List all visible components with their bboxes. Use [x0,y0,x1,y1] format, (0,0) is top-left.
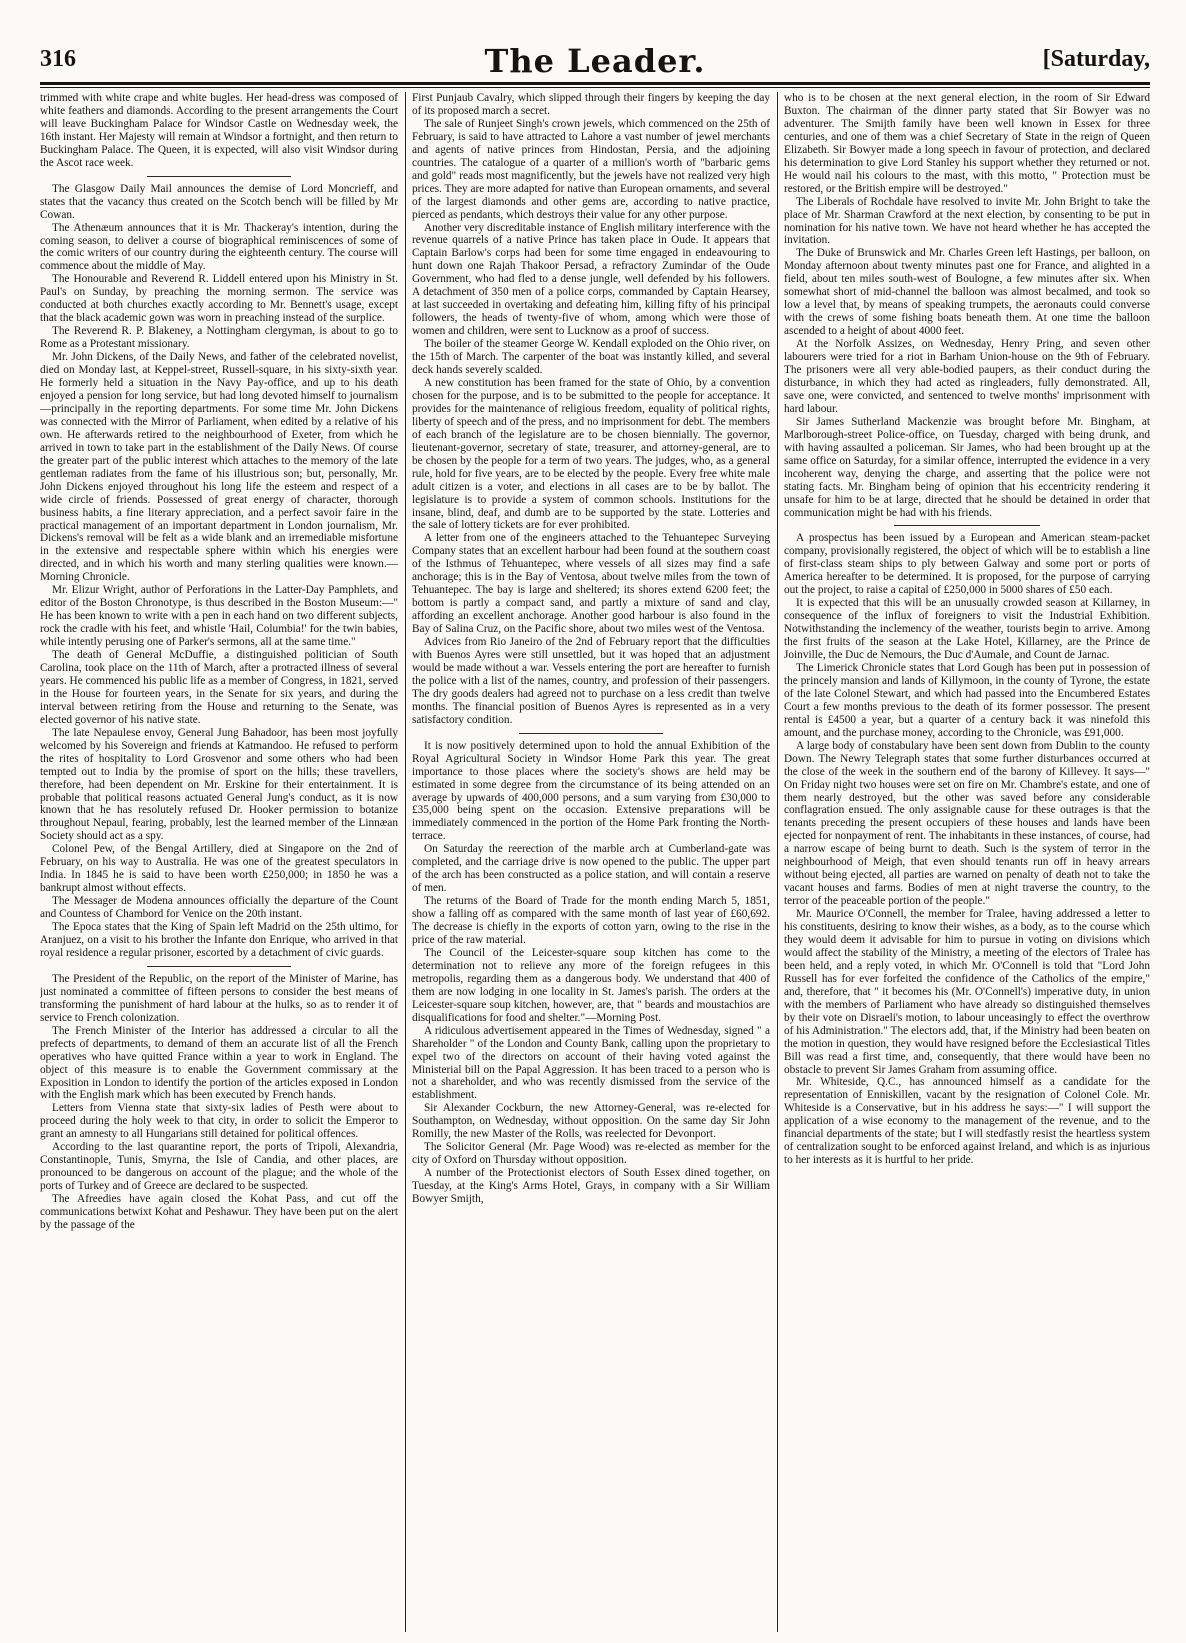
article-paragraph: A letter from one of the engineers attached to the Tehuantepec Surveying Company states that an excellent harbour had been found at the southern coast of the Isthmus of Tehuantepec, where vessels of all sizes may find a safe anchorage; this is in the Bay of Ventosa, about twelve miles from the town of Tehuantepec. The bay is large and sheltered; its shores extend 6200 feet; the bottom is partly a compact sand, and partly a mixture of sand and clay, affording an excellent anchorage. Another good harbour is also found in the Bay of Salina Cruz, on the Pacific shore, about two miles west of the Ventosa. [412,532,770,636]
article-paragraph: The Epoca states that the King of Spain left Madrid on the 25th ultimo, for Aranjuez, on a visit to his brother the Infante don Enrique, who arrived in that royal residence a regular prisoner, escorted by a detachment of civic guards. [40,921,398,959]
article-paragraph: The returns of the Board of Trade for the month ending March 5, 1851, show a falling off as compared with the same month of last year of £60,692. The decrease is chiefly in the exports of cotton yarn, owing to the rise in the price of the raw material. [412,895,770,946]
article-paragraph: It is expected that this will be an unusually crowded season at Killarney, in consequence of the influx of foreigners to visit the Industrial Exhibition. Notwithstanding the inclemency of the weather, tourists begin to arrive. Among the first fruits of the season at the Lake Hotel, Killarney, are the Prince de Joinville, the Duc de Nemours, the Duc d'Aumale, and Count de Jarnac. [784,597,1150,662]
column-divider [405,92,406,1632]
article-paragraph: trimmed with white crape and white bugles. Her head-dress was composed of white feathers and diamonds. According to the present arrangements the Court will leave Buckingham Palace for Windsor Castle on Wednesday week, the 16th instant. Her Majesty will remain at Windsor a fortnight, and then return to Buckingham Palace. The Queen, it is expected, will also visit Windsor during the Ascot race week. [40,92,398,169]
header-rule [40,82,1150,85]
article-paragraph: The Messager de Modena announces officially the departure of the Count and Countess of Chambord for Venice on the 20th instant. [40,895,398,921]
article-paragraph: The Duke of Brunswick and Mr. Charles Green left Hastings, per balloon, on Monday afternoon about twenty minutes past one for France, and alighted in a field, about ten miles south-west of Boulogne, a few minutes after six. When somewhat short of mid-channel the balloon was almost becalmed, and took so low a level that, by means of speaking trumpets, the aeronauts could converse with the crews of some fishing boats beneath them. At one time the balloon ascended to a height of about 4000 feet. [784,247,1150,338]
newspaper-title: The Leader. [484,42,706,80]
section-divider [147,176,290,177]
article-paragraph: The French Minister of the Interior has addressed a circular to all the prefects of departments, to demand of them an accurate list of all the French operatives who have quitted France within a year to work in England. The object of this measure is to enable the Government commissary at the Exposition in London to identify the portion of the articles exposed in London with the English mark which has been executed by French hands. [40,1024,398,1102]
article-paragraph: The Limerick Chronicle states that Lord Gough has been put in possession of the princely mansion and lands of Killymoon, in the county of Tyrone, the estate of the late Colonel Stewart, and which had passed into the Encumbered Estates Court a few months previous to the death of its former possessor. The present rental is £4500 a year, but a quarter of a century back it was ninefold this amount, and the purchase money, according to the Chronicle, was £91,000. [784,661,1150,739]
article-paragraph: The Reverend R. P. Blakeney, a Nottingham clergyman, is about to go to Rome as a Protestant missionary. [40,325,398,351]
article-paragraph: who is to be chosen at the next general election, in the room of Sir Edward Buxton. The chairman of the dinner party stated that Sir Bowyer was no adventurer. The Smijth family have been well known in Essex for three centuries, and one of them was a chief Secretary of State in the reign of Queen Elizabeth. Sir Bowyer made a long speech in favour of protection, and declared his determination to give Lord Stanley his support whether they returned or not. He would nail his colours to the mast, with this motto, " Protection must be restored, or the British empire will be destroyed." [784,92,1150,195]
article-paragraph: A new constitution has been framed for the state of Ohio, by a convention chosen for the purpose, and is to be submitted to the people for acceptance. It provides for the maintenance of religious freedom, equality of political rights, liberty of speech and of the press, and no imprisonment for debt. The members of each branch of the legislature are to be chosen biennially. The governor, lieutenant-governor, secretary of state, treasurer, and attorney-general, are to be chosen by the people for a term of two years. The judges, who, as a general rule, hold for five years, are to be elected by the people. Every free white male adult citizen is a voter, and elections in all cases are to be by ballot. The legislature is to provide a system of common schools. Institutions for the insane, blind, deaf, and dumb are to be supported by the state. Lotteries and the sale of lottery tickets are for ever prohibited. [412,376,770,532]
column-3 [784,92,1150,1632]
article-paragraph: A ridiculous advertisement appeared in the Times of Wednesday, signed " a Shareholder " of the London and County Bank, calling upon the proprietary to expel two of the directors on account of their having voted against the Ministerial bill on the Papal Aggression. It has been traced to a person who is not a shareholder, and who was recently dismissed from the service of the establishment. [412,1024,770,1102]
article-paragraph: A prospectus has been issued by a European and American steam-packet company, provisionally registered, the object of which will be to establish a line of first-class steam ships to ply between Galway and some port or ports of America hereafter to be determined. It is proposed, for the purpose of carrying out the project, to raise a capital of £250,000 in 5000 shares of £50 each. [784,532,1150,597]
page-number: 316 [40,46,76,72]
article-paragraph: A large body of constabulary have been sent down from Dublin to the county Down. The Newry Telegraph states that some further disturbances occurred at the close of the week in the southern end of the barony of Killevey. It says—" On Friday night two houses were set on fire on Mr. Chambre's estate, and one of them nearly destroyed, but the other was saved before any considerable conflagration ensued. The only assignable cause for these outrages is that the tenants preceding the present occupiers of these houses and lands have been ejected for nonpayment of rent. The inhabitants in these instances, of course, had a narrow escape of being burnt to death. Such is the system of terror in the neighbourhood of Meigh, that even should tenants run off in heavy arrears without being ejected, all parties are warned on penalty of death not to take the vacant houses and farms. Bodies of men at night traverse the country, to the terror of the peaceable portion of the people." [784,739,1150,908]
section-divider [147,966,290,967]
article-paragraph: It is now positively determined upon to hold the annual Exhibition of the Royal Agricultural Society in Windsor Home Park this year. The great importance to those places where the society's shows are held may be estimated in some degree from the circumstance of its being attended on an average by upwards of 400,000 persons, and a sum varying from £30,000 to £35,000 being spent on the occasion. Extensive preparations will be immediately commenced in the portion of the Home Park fronting the North-terrace. [412,739,770,843]
article-paragraph: Letters from Vienna state that sixty-six ladies of Pesth were about to proceed during the holy week to that city, in order to solicit the Emperor to grant an amnesty to all Hungarians still detained for political offences. [40,1102,398,1141]
issue-day: [Saturday, [1042,46,1150,72]
article-paragraph: The sale of Runjeet Singh's crown jewels, which commenced on the 25th of February, is said to have attracted to Lahore a vast number of jewel merchants and agents of native princes from Hindostan, Persia, and the adjoining countries. The catalogue of a quarter of a million's worth of "barbaric gems and gold" reads most magnificently, but the jewels have not realized very high prices. They are more adapted for native than European ornaments, and several of the largest diamonds and other gems are, according to native practice, pierced as pendants, which destroys their value for any other purpose. [412,117,770,221]
header-rule-thin [40,87,1150,88]
article-paragraph: The Afreedies have again closed the Kohat Pass, and cut off the communications betwixt Kohat and Peshawur. They have been put on the alert by the passage of the [40,1193,398,1232]
article-paragraph: The late Nepaulese envoy, General Jung Bahadoor, has been most joyfully welcomed by his Sovereign and friends at Katmandoo. He refused to perform the rites of hospitality to Lord Grosvenor and some others who had been tempted out to India by the promise of sport on the hills; these travellers, therefore, had been dependent on Mr. Erskine for their entertainment. It is probable that political reasons actuated General Jung's conduct, as it is now known that he has resolutely refused Dr. Hooker permission to botanize throughout Nepaul, fearing, probably, lest the learned member of the Linnæan Society should act as a spy. [40,726,398,843]
column-divider [777,92,778,1632]
article-paragraph: The Honourable and Reverend R. Liddell entered upon his Ministry in St. Paul's on Sunday, by preaching the morning sermon. The service was conducted at both churches exactly according to Mr. Bennett's usage, except that the black academic gown was worn in preaching instead of the surplice. [40,273,398,325]
article-paragraph: Mr. Whiteside, Q.C., has announced himself as a candidate for the representation of Enniskillen, vacant by the resignation of Colonel Cole. Mr. Whiteside is a Conservative, but in his address he says:—" I will support the application of a wise economy to the management of the revenue, and to the financial departments of the state; but I will stedfastly resist the heartless system of centralization sought to be enforced against Ireland, and which is as injurious to her interests as it is hurtful to her pride. [784,1076,1150,1167]
article-paragraph: According to the last quarantine report, the ports of Tripoli, Alexandria, Constantinople, Tunis, Smyrna, the Isle of Candia, and other places, are pronounced to be dangerous on account of the plague; and the whole of the ports of Turkey and of Greece are declared to be suspected. [40,1141,398,1193]
section-divider [519,733,662,734]
article-paragraph: The Liberals of Rochdale have resolved to invite Mr. John Bright to take the place of Mr. Sharman Crawford at the next election, by consenting to be put in nomination for his native town. We have not heard whether he has accepted the invitation. [784,195,1150,247]
article-paragraph: The Solicitor General (Mr. Page Wood) was re-elected as member for the city of Oxford on Thursday without opposition. [412,1141,770,1167]
article-paragraph: At the Norfolk Assizes, on Wednesday, Henry Pring, and seven other labourers were tried for a riot in Barham Union-house on the 9th of February. The prisoners were all very able-bodied paupers, as their conduct during the disturbance, in which they had acted as ringleaders, fully demonstrated. All, save one, were convicted, and sentenced to twelve months' imprisonment with hard labour. [784,338,1150,415]
column-1 [40,92,398,1632]
masthead [40,42,1150,80]
section-divider [894,525,1040,526]
article-paragraph: Mr. Maurice O'Connell, the member for Tralee, having addressed a letter to his constituents, desiring to know their wishes, as a body, as to the course which they would deem it advisable for him to pursue in voting on divisions which would affect the stability of the Ministry, a meeting of the electors of Tralee has been held, and a reply voted, in which Mr. O'Connell is told that "Lord John Russell has for ever forfeited the confidence of the Catholics of the empire," and, therefore, that " it becomes his (Mr. O'Connell's) imperative duty, in union with the members of Parliament who have already so distinguished themselves by their vote on Disraeli's motion, to labour unceasingly to effect the overthrow of his Administration." The electors add, that, if the Ministry had been beaten on the motion in question, they would have resigned before the Ecclesiastical Titles Bill was read a first time, and, consequently, that there would have been no obstacle to prevent Sir James Graham from assuming office. [784,908,1150,1076]
article-paragraph: Mr. John Dickens, of the Daily News, and father of the celebrated novelist, died on Monday last, at Keppel-street, Russell-square, in his sixty-sixth year. He formerly held a situation in the Navy Pay-office, and up to his death enjoyed a pension for long service, but had long devoted himself to journalism—principally in the reporting departments. For some time Mr. John Dickens was connected with the Mirror of Parliament, when edited by a relative of his own. He afterwards retired to the neighbourhood of Exeter, from which he arrived in town to take part in the establishment of the Daily News. Of course the greater part of the public interest which attaches to the memory of the late gentleman radiates from the fame of his illustrious son; but, personally, Mr. John Dickens enjoyed throughout his long life the esteem and respect of a wide circle of friends. Possessed of great energy of character, thorough business habits, a fine literary appreciation, and a perfect savoir faire in the practical management of an important department in London journalism, Mr. Dickens's removal will be felt as a wide blank and an irremediable misfortune in the extensive and respectable sphere within which his energies were directed, and in which his worth and many sterling qualities were known.—Morning Chronicle. [40,351,398,584]
article-paragraph: The death of General McDuffie, a distinguished politician of South Carolina, took place on the 11th of March, after a protracted illness of several years. He commenced his public life as a member of Congress, in 1821, served in the House for fourteen years, in the Senate for six years, and during the interval between retiring from the House and returning to the Senate, was elected governor of his native state. [40,649,398,726]
article-paragraph: The Council of the Leicester-square soup kitchen has come to the determination not to relieve any more of the foreign refugees in this metropolis, regarding them as a dangerous body. We understand that 400 of them are now lodging in one locality in St. James's parish. The orders at the Leicester-square soup kitchen, however, are, that " beards and moustachios are disqualifications for food and shelter."—Morning Post. [412,946,770,1024]
article-paragraph: Advices from Rio Janeiro of the 2nd of February report that the difficulties with Buenos Ayres were still unsettled, but it was hoped that an adjustment would be made without a war. Vessels entering the port are hereafter to furnish the police with a list of the names, country, and profession of their passengers. The dry goods dealers had agreed not to purchase on a less credit than twelve months. The financial position of Buenos Ayres is represented as in a very satisfactory condition. [412,636,770,726]
article-paragraph: Another very discreditable instance of English military interference with the revenue quarrels of a native Prince has taken place in Oude. It appears that Captain Barlow's corps had been for some time engaged in endeavouring to hunt down one Rajah Thakoor Persad, a refractory Zumindar of the Oude Government, who had fled to a dense jungle, well defended by his followers. A detachment of 350 men of a police corps, commanded by Captain Hearsey, at last succeeded in overtaking and defeating him, killing fifty of his principal followers, the heads of twenty-five of whom, among which were those of women and children, were sent to Lucknow as a proof of success. [412,221,770,338]
article-paragraph: The boiler of the steamer George W. Kendall exploded on the Ohio river, on the 15th of March. The carpenter of the boat was instantly killed, and several deck hands severely scalded. [412,338,770,377]
article-paragraph: Colonel Pew, of the Bengal Artillery, died at Singapore on the 2nd of February, on his way to Australia. He was one of the greatest speculators in India. In 1845 he is said to have been worth £250,000; in 1850 he was a bankrupt almost without effects. [40,843,398,895]
article-paragraph: The Glasgow Daily Mail announces the demise of Lord Moncrieff, and states that the vacancy thus created on the Scotch bench will be filled by Mr Cowan. [40,182,398,221]
article-paragraph: First Punjaub Cavalry, which slipped through their fingers by keeping the day of its proposed march a secret. [412,92,770,117]
article-paragraph: A number of the Protectionist electors of South Essex dined together, on Tuesday, at the King's Arms Hotel, Grays, in company with a Sir William Bowyer Smijth, [412,1167,770,1206]
article-paragraph: On Saturday the reerection of the marble arch at Cumberland-gate was completed, and the carriage drive is now opened to the public. The upper part of the arch has been constructed as a police station, and will contain a reserve of men. [412,843,770,895]
article-paragraph: Sir James Sutherland Mackenzie was brought before Mr. Bingham, at Marlborough-street Police-office, on Tuesday, charged with being drunk, and with having assaulted a policeman. Sir James, who had been brought up at the same office on Saturday, for a similar offence, interrupted the evidence in a very incoherent way, denying the charge, and asserting that the police were not stating facts. Mr. Bingham being of opinion that his eccentricity rendering it unsafe for him to be at large, directed that he should be detained in order that communication might be had with his friends. [784,415,1150,519]
article-paragraph: The Athenæum announces that it is Mr. Thackeray's intention, during the coming season, to deliver a course of biographical reminiscences of some of the comic writers of our country during the eighteenth century. The course will commence about the middle of May. [40,221,398,273]
column-2 [412,92,770,1632]
article-paragraph: Mr. Elizur Wright, author of Perforations in the Latter-Day Pamphlets, and editor of the Boston Chronotype, is thus described in the Boston Museum:—" He has been known to write with a pen in each hand on two different subjects, rock the cradle with his feet, and whistle 'Hail, Columbia!' for the twin babies, while intently perusing one of Parker's sermons, all at the same time." [40,584,398,649]
article-paragraph: Sir Alexander Cockburn, the new Attorney-General, was re-elected for Southampton, on Wednesday, without opposition. On the same day Sir John Romilly, the new Master of the Rolls, was reelected for Devonport. [412,1102,770,1141]
article-paragraph: The President of the Republic, on the report of the Minister of Marine, has just nominated a committee of fifteen persons to consider the best means of transforming the punishment of hard labour at the hulks, so as to render it of service to French colonization. [40,972,398,1024]
